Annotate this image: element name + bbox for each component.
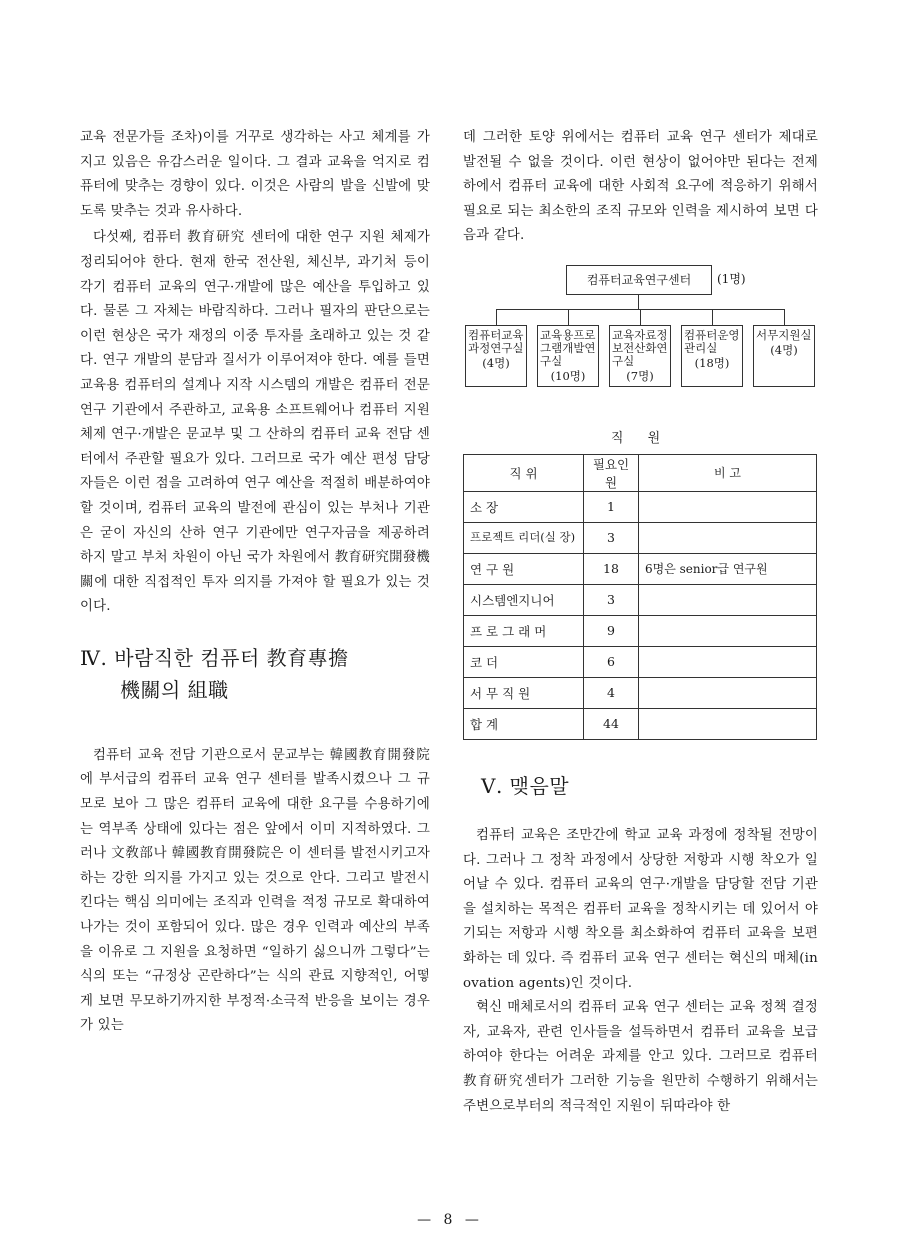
section-4-heading: [80, 642, 430, 706]
position-cell: 서 무 직 원: [464, 677, 584, 708]
staff-table: [463, 454, 817, 740]
position-cell: 합 계: [464, 708, 584, 739]
count-cell: 3: [584, 522, 639, 553]
table-row: [464, 646, 817, 677]
paragraph: 컴퓨터 교육 전담 기관으로서 문교부는 韓國教育開發院에 부서급의 컴퓨터 교육 연구 센터를 발족시켰으나 그 규모로 보아 그 많은 컴퓨터 교육에 대한 요구를 수용하기에는 역부족 상태에 있다는 점은 앞에서 이미 지적하였다. 그러나 文敎部나 韓國教育開發院은 이 센터를 발전시키고자 하는 강한 의지를 가지고 있는 것으로 안다. 그리고 발전시킨다는 핵심 의미에는 조직과 인력을 적정 규모로 확대하여 나가는 것이 포함되어 있다. 많은 경우 인력과 예산의 부족을 이유로 그 지원을 요청하면 “일하기 싫으니까 그렇다”는 식의 또는 “규정상 곤란하다”는 식의 관료 지향적인, 어떻게 보면 무모하기까지한 부정적·소극적 반응을 보이는 경우가 있는: [80, 747, 430, 1034]
section-5-heading: Ⅴ. 맺음말: [481, 773, 570, 798]
org-unit-name: 컴퓨터교육과정연구실: [468, 327, 524, 355]
table-row: [464, 553, 817, 584]
note-cell: [639, 584, 817, 615]
count-cell: 18: [584, 553, 639, 584]
note-cell: [639, 522, 817, 553]
org-unit-count: (7명): [626, 368, 654, 383]
org-unit-box: [681, 325, 743, 387]
position-cell: 프 로 그 래 머: [464, 615, 584, 646]
paragraph: 컴퓨터 교육은 조만간에 학교 교육 과정에 정착될 전망이다. 그러나 그 정착 과정에서 상당한 저항과 시행 착오가 일어날 수 있다. 컴퓨터 교육의 연구·개발을 담당할 전담 기관을 설치하는 목적은 컴퓨터 교육을 정착시키는 데 있어서 야기되는 저항과 시행 착오를 최소화하여 컴퓨터 교육을 보편화하는 데 있다. 즉 컴퓨터 교육 연구 센터는 혁신의 매체(inovation agents)인 것이다.: [463, 827, 818, 991]
position-cell: 연 구 원: [464, 553, 584, 584]
org-top-box: 컴퓨터교육연구센터: [566, 265, 712, 295]
left-column: [80, 126, 430, 1039]
count-cell: 3: [584, 584, 639, 615]
table-row: [464, 491, 817, 522]
table-row: [464, 677, 817, 708]
org-unit-box: [465, 325, 527, 387]
right-column: [463, 126, 818, 1119]
staff-table-title: 직 원: [610, 430, 671, 446]
org-unit-name: 컴퓨터운영관리실: [684, 327, 740, 355]
org-chart: [463, 257, 818, 417]
count-cell: 6: [584, 646, 639, 677]
column-header: 필요인원: [584, 454, 639, 491]
note-cell: [639, 646, 817, 677]
note-cell: [639, 677, 817, 708]
org-connector: [496, 309, 497, 325]
paragraph: 데 그러한 토양 위에서는 컴퓨터 교육 연구 센터가 제대로 발전될 수 없을 것이다. 이런 현상이 없어야만 된다는 전제 하에서 컴퓨터 교육에 대한 사회적 요구에 적응하기 위해서 필요로 되는 최소한의 조직 규모와 인력을 제시하여 보면 다음과 같다.: [463, 130, 818, 244]
table-row: [464, 615, 817, 646]
note-cell: 6명은 senior급 연구원: [639, 553, 817, 584]
org-unit-count: (4명): [770, 342, 798, 357]
section-heading-line: Ⅳ. 바람직한 컴퓨터 教育專擔: [80, 645, 349, 670]
count-cell: 9: [584, 615, 639, 646]
column-header: 비 고: [639, 454, 817, 491]
page-number: — 8 —: [417, 1212, 483, 1228]
position-cell: 소 장: [464, 491, 584, 522]
org-connector: [638, 294, 639, 309]
org-top-count: (1명): [717, 271, 746, 286]
org-unit-box: [537, 325, 599, 387]
org-unit-box: [609, 325, 671, 387]
org-unit-count: (4명): [482, 355, 510, 370]
count-cell: 1: [584, 491, 639, 522]
position-cell: 프로젝트 리더(실 장): [464, 522, 584, 553]
position-cell: 코 더: [464, 646, 584, 677]
note-cell: [639, 615, 817, 646]
table-row: [464, 584, 817, 615]
paragraph: 다섯째, 컴퓨터 教育研究 센터에 대한 연구 지원 체제가 정리되어야 한다. 현재 한국 전산원, 체신부, 과기처 등이 각기 컴퓨터 교육의 연구·개발에 많은 예산을 투입하고 있다. 물론 그 자체는 바람직하다. 그러나 필자의 판단으로는 이런 현상은 국가 재정의 이중 투자를 초래하고 있는 것 같다. 연구 개발의 분담과 질서가 이루어져야 한다. 예를 들면 교육용 컴퓨터의 설계나 지작 시스템의 개발은 컴퓨터 전문 연구 기관에서 주관하고, 교육용 소프트웨어나 컴퓨터 지원체제 연구·개발은 문교부 및 그 산하의 컴퓨터 교육 전담 센터에서 주관할 필요가 있다. 그러므로 국가 예산 편성 담당자들은 이런 점을 고려하여 연구 예산을 적절히 배분하여야 할 것이며, 컴퓨터 교육의 발전에 관심이 있는 부처나 기관은 굳이 자신의 산하 연구 기관에만 연구자금을 제공하려 하지 말고 부처 차원이 아닌 국가 차원에서 教育研究開發機關에 대한 직접적인 투자 의지를 가져야 할 필요가 있는 것이다.: [80, 230, 430, 615]
position-cell: 시스템엔지니어: [464, 584, 584, 615]
org-unit-name: 교육용프로그램개발연구실: [540, 327, 596, 368]
section-heading-line: 機關의 組職: [120, 677, 229, 702]
org-connector: [640, 309, 641, 325]
paragraph: 교육 전문가들 조차)이를 거꾸로 생각하는 사고 체계를 가지고 있음은 유감스러운 일이다. 그 결과 교육을 억지로 컴퓨터에 맞추는 경향이 있다. 이것은 사람의 발을 신발에 맞도록 맞추는 것과 유사하다.: [80, 130, 430, 219]
org-connector: [712, 309, 713, 325]
column-header: 직 위: [464, 454, 584, 491]
org-unit-count: (18명): [694, 355, 730, 370]
note-cell: [639, 491, 817, 522]
count-cell: 44: [584, 708, 639, 739]
table-header-row: [464, 454, 817, 491]
org-connector: [568, 309, 569, 325]
org-unit-name: 서무지원실: [756, 327, 812, 342]
org-connector: [784, 309, 785, 325]
table-row: [464, 708, 817, 739]
org-unit-count: (10명): [550, 368, 586, 383]
note-cell: [639, 708, 817, 739]
org-unit-name: 교육자료정보전산화연구실: [612, 327, 668, 368]
org-unit-box: [753, 325, 815, 387]
table-row: [464, 522, 817, 553]
count-cell: 4: [584, 677, 639, 708]
paragraph: 혁신 매체로서의 컴퓨터 교육 연구 센터는 교육 정책 결정자, 교육자, 관련 인사들을 설득하면서 컴퓨터 교육을 보급하여야 한다는 어려운 과제를 안고 있다. 그러므로 컴퓨터 教育研究센터가 그러한 기능을 원만히 수행하기 위해서는 주변으로부터의 적극적인 지원이 뒤따라야 한: [463, 1000, 818, 1114]
